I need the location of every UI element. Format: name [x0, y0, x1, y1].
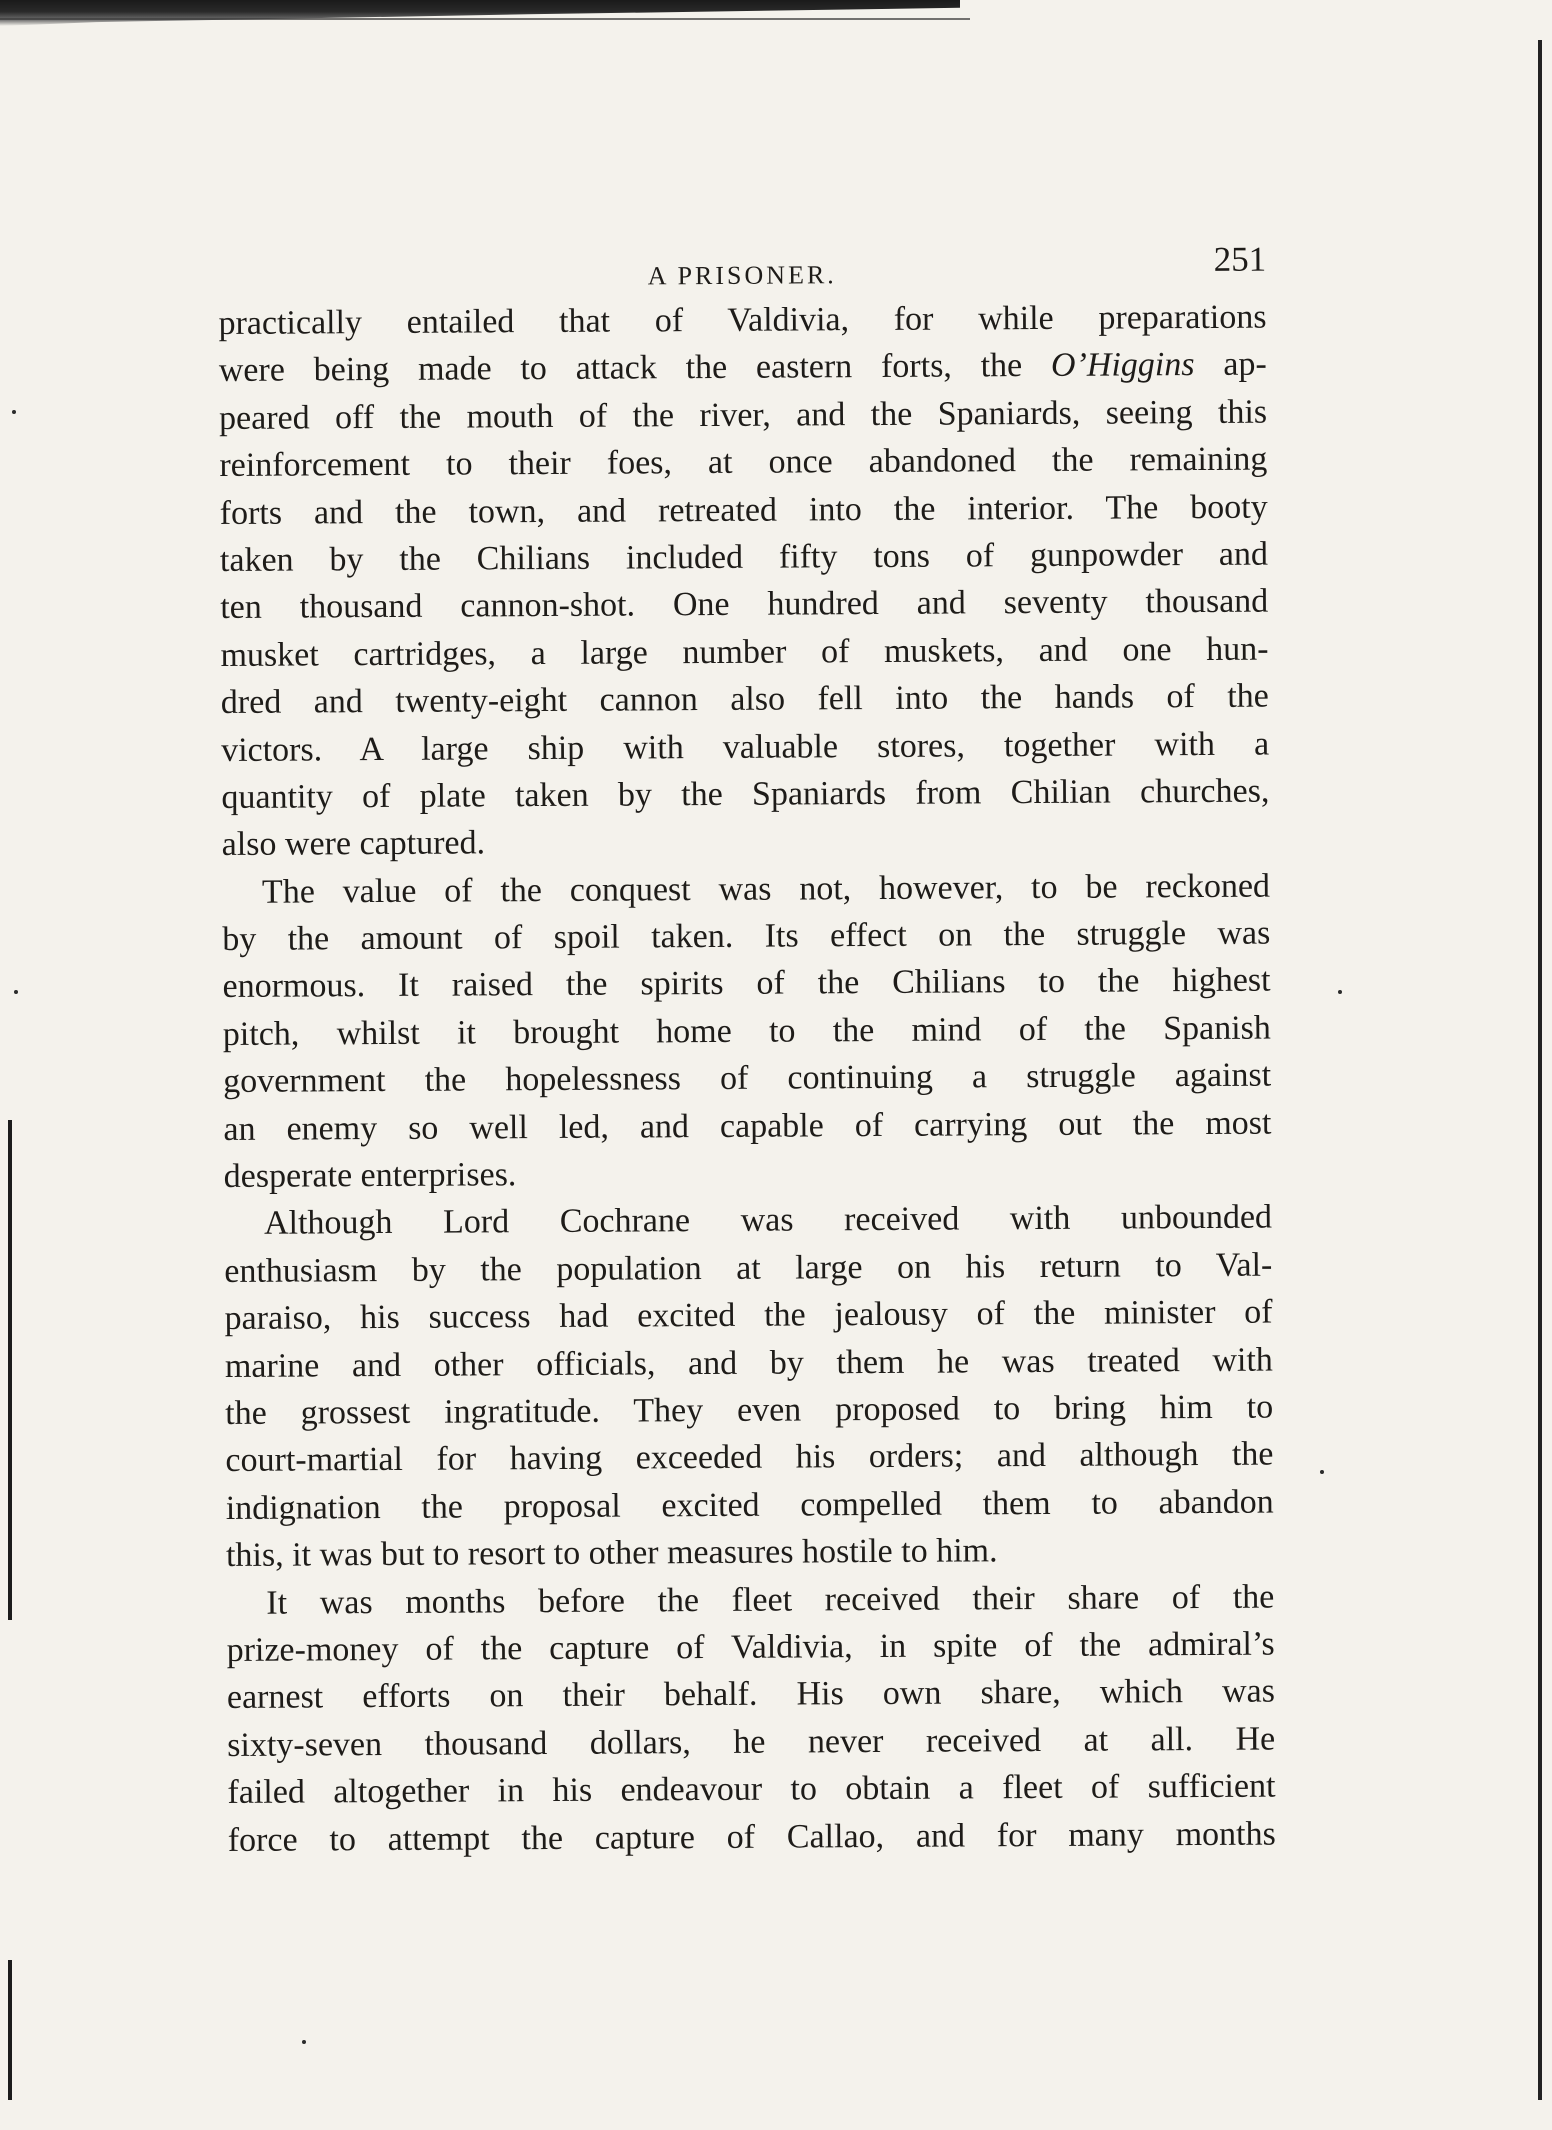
running-title: A PRISONER. — [647, 260, 837, 291]
scan-speck — [14, 990, 18, 994]
scan-speck — [302, 2040, 306, 2044]
scan-speck — [12, 410, 16, 414]
scan-border-right — [1538, 40, 1542, 2100]
text-line: Although Lord Cochrane was received with unbounded — [263, 1199, 1273, 1243]
text-line: victors. A large ship with valuable stores, together with a — [221, 725, 1270, 769]
text-line: practically entailed that of Valdivia, for while preparations — [218, 298, 1267, 342]
text-line: taken by the Chilians included fifty tons of gunpowder and — [219, 535, 1269, 579]
text-line: this, it was but to resort to other measures hostile to him. — [225, 1532, 998, 1575]
text-line: sixty-seven thousand dollars, he never received at all. He — [227, 1720, 1276, 1764]
text-line: peared off the mouth of the river, and the Spaniards, seeing this — [218, 393, 1268, 437]
text-line: by the amount of spoil taken. Its effect on the struggle was — [222, 914, 1271, 959]
paragraph-4 — [226, 1573, 1276, 1864]
book-page — [218, 232, 1276, 1864]
text-line: The value of the conquest was not, however, to be reckoned — [261, 867, 1271, 911]
text-line: enormous. It raised the spirits of the Chilians to the highest — [222, 962, 1271, 1006]
scan-rule-top — [0, 18, 970, 20]
text-line: enthusiasm by the population at large on his return to Val- — [224, 1246, 1273, 1290]
text-line: court-martial for having exceeded his orders; and although the — [225, 1435, 1274, 1480]
text-line: ten thousand cannon-shot. One hundred and seventy thousand — [220, 582, 1269, 627]
text-line: marine and other officials, and by them he was treated with — [224, 1341, 1273, 1385]
text-line: the grossest ingratitude. They even proposed to bring him to — [225, 1388, 1274, 1432]
text-line: also were captured. — [221, 824, 486, 864]
text-line: forts and the town, and retreated into the interior. The booty — [219, 488, 1268, 532]
text-line: failed altogether in his endeavour to obtain a fleet of sufficient — [227, 1767, 1276, 1812]
text-line: It was months before the fleet received their share of the — [266, 1578, 1275, 1622]
text-line: reinforcement to their foes, at once abandoned the remaining — [219, 440, 1268, 485]
scan-mark-left-upper — [8, 1120, 12, 1620]
text-line: government the hopelessness of continuing a struggle against — [223, 1056, 1272, 1101]
text-line: dred and twenty-eight cannon also fell into the hands of the — [220, 677, 1269, 722]
text-line: desperate enterprises. — [223, 1156, 517, 1196]
scan-mark-left-lower — [8, 1960, 12, 2100]
scan-border-top — [0, 0, 960, 26]
paragraph-2 — [222, 862, 1272, 1200]
text-run: were being made to attack the eastern forts, the — [218, 347, 1052, 390]
text-line: earnest efforts on their behalf. His own share, which was — [226, 1672, 1276, 1717]
paragraph-1 — [218, 294, 1269, 869]
text-line: quantity of plate taken by the Spaniards from Chilian churches, — [221, 772, 1270, 816]
ship-name: O’Higgins — [1050, 346, 1195, 385]
scan-speck — [1338, 990, 1342, 994]
text-line: prize-money of the capture of Valdivia, in spite of the admiral’s — [226, 1625, 1275, 1669]
text-line: musket cartridges, a large number of muskets, and one hun- — [220, 630, 1269, 674]
text-line: an enemy so well led, and capable of carrying out the most — [223, 1104, 1272, 1148]
text-line: indignation the proposal excited compelled them to abandon — [225, 1483, 1274, 1527]
running-head — [218, 232, 1266, 300]
text-line — [219, 341, 1267, 395]
page-number: 251 — [1213, 239, 1267, 279]
paragraph-3 — [224, 1194, 1274, 1580]
text-line: pitch, whilst it brought home to the mind of the Spanish — [222, 1009, 1271, 1053]
text-line: force to attempt the capture of Callao, and for many months — [227, 1815, 1276, 1859]
text-line: paraiso, his success had excited the jealousy of the minister of — [224, 1293, 1273, 1338]
scan-speck — [1320, 1470, 1324, 1474]
text-run: ap- — [1194, 345, 1267, 384]
